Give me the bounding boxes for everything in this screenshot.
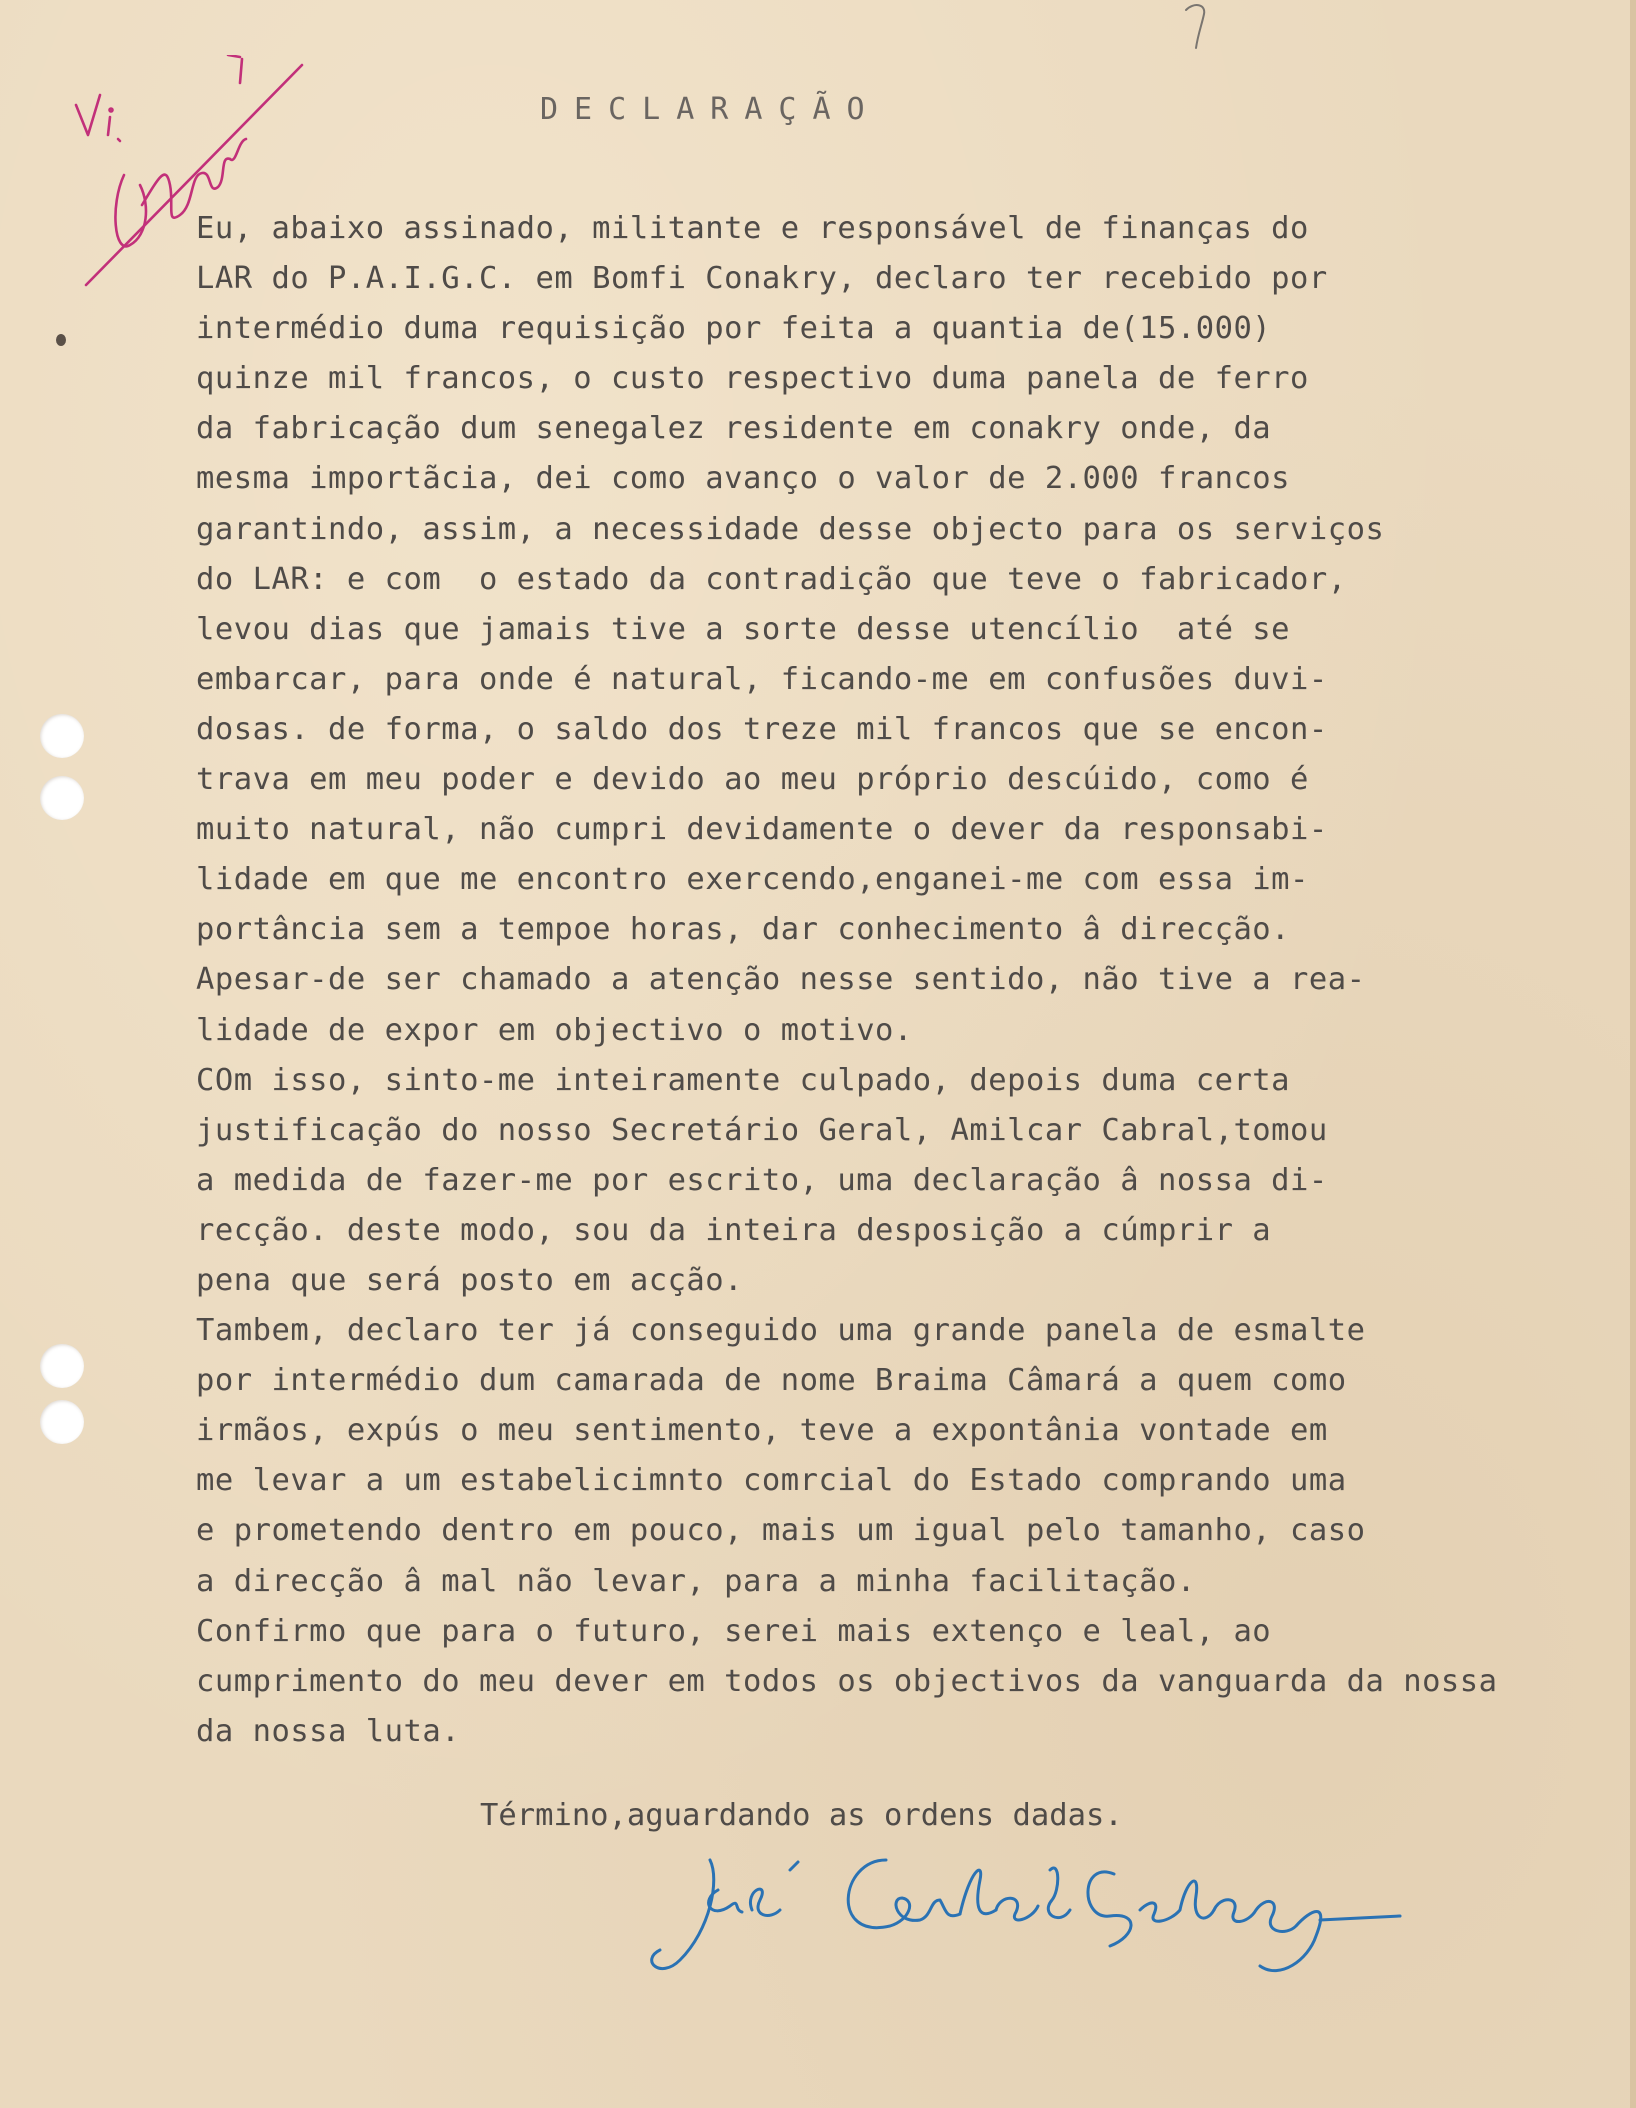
body-line: LAR do P.A.I.G.C. em Bomfi Conakry, declaro ter recebido por xyxy=(196,261,1328,297)
handwritten-signature xyxy=(640,1840,1410,1990)
body-line: muito natural, não cumpri devidamente o dever da responsabi- xyxy=(196,812,1328,848)
body-line: por intermédio dum camarada de nome Braima Câmará a quem como xyxy=(196,1363,1347,1399)
binder-punch-hole xyxy=(40,1400,84,1444)
body-line: me levar a um estabelicimnto comrcial do Estado comprando uma xyxy=(196,1463,1347,1499)
body-line: e prometendo dentro em pouco, mais um igual pelo tamanho, caso xyxy=(196,1513,1366,1549)
body-line: da nossa luta. xyxy=(196,1713,461,1749)
body-line: Apesar-de ser chamado a atenção nesse sentido, não tive a rea- xyxy=(196,962,1366,998)
body-line: garantindo, assim, a necessidade desse objecto para os serviços xyxy=(196,511,1385,547)
closing-line: Término,aguardando as ordens dadas. xyxy=(480,1798,1123,1833)
body-line: portância sem a tempoe horas, dar conhecimento â direcção. xyxy=(196,912,1291,948)
body-line: Eu, abaixo assinado, militante e responsável de finanças do xyxy=(196,211,1309,246)
ink-spot xyxy=(56,334,66,346)
body-line: irmãos, expús o meu sentimento, teve a expontânia vontade em xyxy=(196,1413,1328,1449)
body-line: a medida de fazer-me por escrito, uma declaração â nossa di- xyxy=(196,1162,1328,1198)
paper-edge xyxy=(1630,0,1636,2108)
body-line: lidade de expor em objectivo o motivo. xyxy=(196,1012,913,1048)
body-line: mesma importãcia, dei como avanço o valor de 2.000 francos xyxy=(196,461,1291,497)
document-title: DECLARAÇÃO xyxy=(540,92,881,127)
body-line: pena que será posto em acção. xyxy=(196,1262,744,1298)
body-line: Tambem, declaro ter já conseguido uma grande panela de esmalte xyxy=(196,1313,1366,1349)
body-line: COm isso, sinto-me inteiramente culpado, depois duma certa xyxy=(196,1062,1291,1098)
body-line: trava em meu poder e devido ao meu próprio descúido, como é xyxy=(196,762,1309,798)
declaration-body xyxy=(196,204,1516,1757)
body-line: dosas. de forma, o saldo dos treze mil francos que se encon- xyxy=(196,711,1328,747)
body-line: Confirmo que para o futuro, serei mais extenço e leal, ao xyxy=(196,1613,1272,1649)
body-line: levou dias que jamais tive a sorte desse utencílio até se xyxy=(196,611,1291,647)
body-line: cumprimento do meu dever em todos os objectivos da vanguarda da nossa xyxy=(196,1663,1498,1699)
body-line: lidade em que me encontro exercendo,enganei-me com essa im- xyxy=(196,862,1309,898)
body-line: justificação do nosso Secretário Geral, Amilcar Cabral,tomou xyxy=(196,1112,1328,1148)
body-line: da fabricação dum senegalez residente em conakry onde, da xyxy=(196,411,1272,447)
body-line: embarcar, para onde é natural, ficando-me em confusões duvi- xyxy=(196,661,1328,697)
body-line: recção. deste modo, sou da inteira desposição a cúmprir a xyxy=(196,1212,1272,1248)
body-line: quinze mil francos, o custo respectivo duma panela de ferro xyxy=(196,361,1309,397)
page-number-handwritten xyxy=(1180,0,1214,52)
body-line: a direcção â mal não levar, para a minha facilitação. xyxy=(196,1563,1196,1599)
binder-punch-hole xyxy=(40,1344,84,1388)
binder-punch-hole xyxy=(40,776,84,820)
body-line: do LAR: e com o estado da contradição que teve o fabricador, xyxy=(196,561,1347,597)
binder-punch-hole xyxy=(40,714,84,758)
body-line: intermédio duma requisição por feita a quantia de(15.000) xyxy=(196,311,1272,347)
